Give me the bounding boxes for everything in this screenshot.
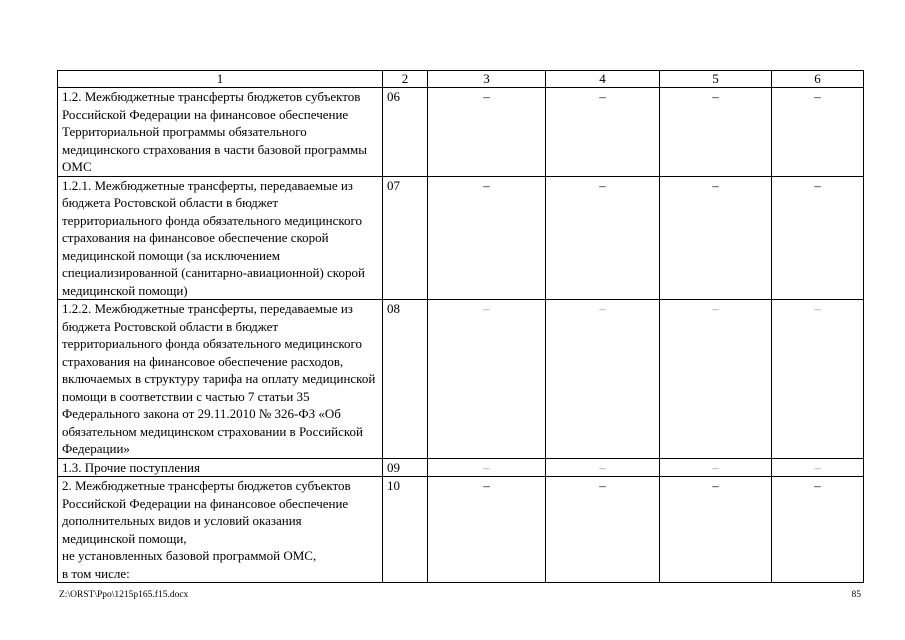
row-code: 08 [383, 300, 428, 459]
row-value-6: – [772, 458, 864, 477]
table-row [58, 477, 864, 583]
row-description: 1.2.2. Межбюджетные трансферты, передаваемые из бюджета Ростовской области в бюджет территориального фонда обязательного медицинского страхования на финансовое обеспечение расходов, включаемых в структуру тарифа на оплату медицинской помощи в соответствии с частью 7 статьи 35 Федерального закона от 29.11.2010 № 326-ФЗ «Об обязательном медицинском страховании в Российской Федерации» [58, 300, 383, 459]
row-value-3: – [428, 458, 546, 477]
row-value-3: – [428, 477, 546, 583]
row-value-4: – [546, 88, 660, 177]
row-value-4: – [546, 300, 660, 459]
column-header-6: 6 [772, 71, 864, 88]
row-value-6: – [772, 477, 864, 583]
row-code: 07 [383, 176, 428, 300]
row-code: 06 [383, 88, 428, 177]
column-header-3: 3 [428, 71, 546, 88]
table-row [58, 458, 864, 477]
footer-file-path: Z:\ORST\Ppo\1215p165.f15.docx [59, 590, 189, 600]
data-table [57, 70, 864, 583]
row-description: 1.2. Межбюджетные трансферты бюджетов субъектов Российской Федерации на финансовое обеспечение Территориальной программы обязательного медицинского страхования в части базовой программы ОМС [58, 88, 383, 177]
row-value-3: – [428, 176, 546, 300]
row-value-5: – [660, 477, 772, 583]
row-description: 1.2.1. Межбюджетные трансферты, передаваемые из бюджета Ростовской области в бюджет территориального фонда обязательного медицинского страхования на финансовое обеспечение скорой медицинской помощи (за исключением специализированной (санитарно-авиационной) скорой медицинской помощи) [58, 176, 383, 300]
column-header-5: 5 [660, 71, 772, 88]
row-code: 09 [383, 458, 428, 477]
row-value-5: – [660, 300, 772, 459]
row-value-6: – [772, 176, 864, 300]
row-value-5: – [660, 88, 772, 177]
row-description: 1.3. Прочие поступления [58, 458, 383, 477]
row-value-5: – [660, 176, 772, 300]
row-value-6: – [772, 300, 864, 459]
column-header-4: 4 [546, 71, 660, 88]
header-row [58, 71, 864, 88]
column-header-2: 2 [383, 71, 428, 88]
row-code: 10 [383, 477, 428, 583]
table-row [58, 300, 864, 459]
table-row [58, 88, 864, 177]
row-value-3: – [428, 88, 546, 177]
page-number: 85 [851, 590, 861, 600]
table-row [58, 176, 864, 300]
row-value-4: – [546, 176, 660, 300]
row-value-4: – [546, 458, 660, 477]
row-description: 2. Межбюджетные трансферты бюджетов субъектов Российской Федерации на финансовое обеспечение дополнительных видов и условий оказания медицинской помощи, не установленных базовой программой ОМС, в том числе: [58, 477, 383, 583]
row-value-4: – [546, 477, 660, 583]
row-value-6: – [772, 88, 864, 177]
column-header-1: 1 [58, 71, 383, 88]
row-value-5: – [660, 458, 772, 477]
row-value-3: – [428, 300, 546, 459]
